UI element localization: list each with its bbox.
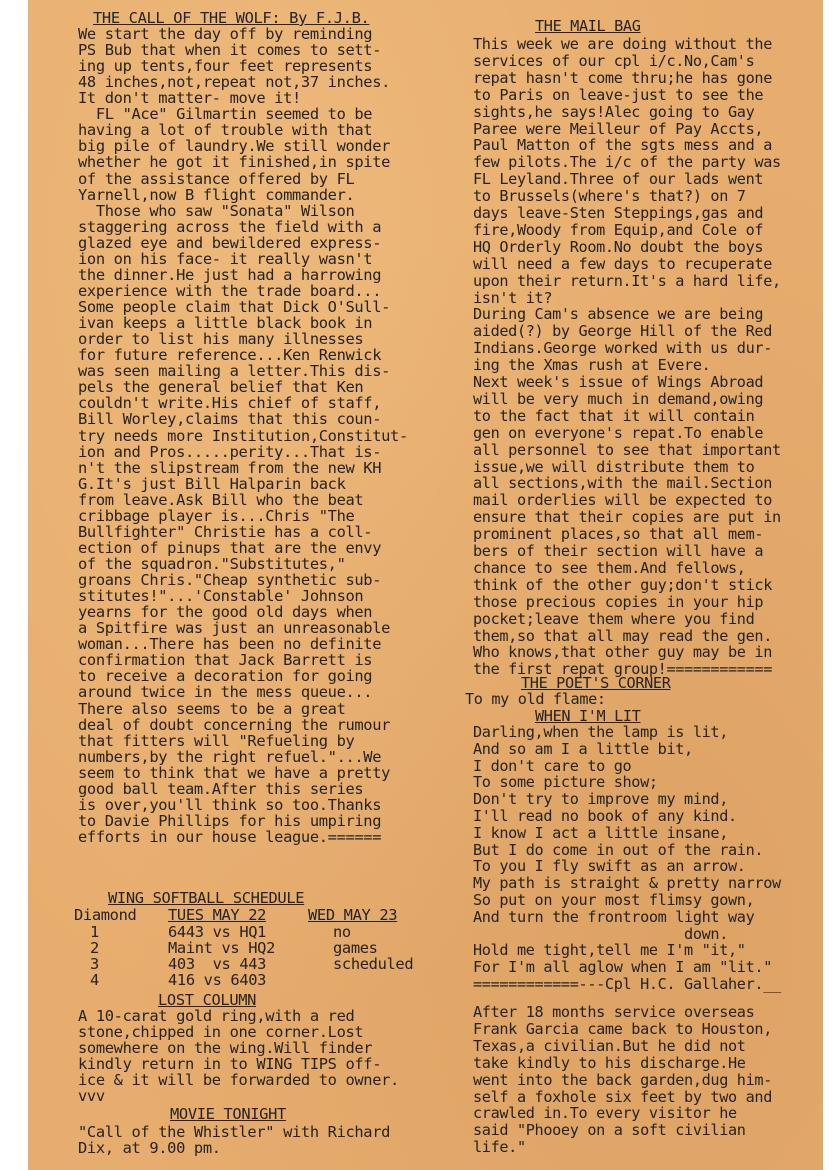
- poem-line: down.: [473, 924, 729, 943]
- softball-col-tue: TUES MAY 22: [168, 906, 267, 924]
- wolf-text-line: woman...There has been no definite: [78, 635, 382, 654]
- poem-line: To some picture show;: [473, 773, 658, 792]
- mail-text-line: will need a few days to recuperate: [473, 254, 772, 273]
- mail-text-line: Paree were Meilleur of Pay Accts,: [473, 119, 764, 138]
- mail-text-line: sights,he says!Alec going to Gay: [473, 102, 755, 121]
- mail-text-line: all personnel to see that important: [473, 440, 781, 459]
- lost-text-line: stone,chipped in one corner.Lost: [78, 1023, 364, 1041]
- wolf-text-line: the dinner.He just had a harrowing: [78, 265, 382, 284]
- softball-diamond: 1: [90, 923, 99, 941]
- wolf-text-line: yearns for the good old days when: [78, 603, 373, 622]
- poem-line: My path is straight & pretty narrow: [473, 874, 781, 893]
- wolf-text-line: experience with the trade board...: [78, 281, 382, 300]
- poem-line: But I do come in out of the rain.: [473, 840, 764, 859]
- softball-wed-note: no: [333, 923, 351, 941]
- garcia-text-line: take kindly to his discharge.He: [473, 1053, 746, 1072]
- poem-line: For I'm all aglow when I am "lit.": [473, 958, 772, 977]
- wolf-text-line: try needs more Institution,Constitut-: [78, 426, 408, 445]
- wolf-text-line: for future reference...Ken Renwick: [78, 346, 382, 365]
- mail-text-line: few pilots.The i/c of the party was: [473, 153, 781, 172]
- wolf-text-line: 48 inches,not,repeat not,37 inches.: [78, 73, 391, 92]
- garcia-text-line: life.": [473, 1138, 526, 1157]
- movie-text-line: "Call of the Whistler" with Richard: [78, 1123, 391, 1141]
- mail-bag-title: THE MAIL BAG: [535, 17, 641, 35]
- wolf-text-line: ection of pinups that are the envy: [78, 538, 382, 557]
- wolf-text-line: is over,you'll think so too.Thanks: [78, 795, 382, 814]
- wolf-text-line: ion on his face- it really wasn't: [78, 249, 373, 268]
- wolf-text-line: order to list his many illnesses: [78, 330, 364, 349]
- poem-line: And turn the frontroom light way: [473, 907, 755, 926]
- mail-text-line: mail orderlies will be expected to: [473, 491, 772, 510]
- wolf-text-line: staggering across the field with a: [78, 217, 382, 236]
- mail-text-line: pocket;leave them where you find: [473, 609, 755, 628]
- mail-text-line: prominent places,so that all mem-: [473, 525, 764, 544]
- mail-text-line: gen on everyone's repat.To enable: [473, 423, 764, 442]
- wolf-text-line: that fitters will "Refueling by: [78, 731, 355, 750]
- wolf-text-line: seem to think that we have a pretty: [78, 763, 391, 782]
- wolf-text-line: from leave.Ask Bill who the beat: [78, 490, 364, 509]
- mail-text-line: During Cam's absence we are being: [473, 305, 764, 324]
- newsletter-page: [28, 0, 823, 1170]
- poem-line: And so am I a little bit,: [473, 739, 693, 758]
- poem-title: WHEN I'M LIT: [535, 707, 641, 725]
- mail-text-line: isn't it?: [473, 288, 553, 307]
- wolf-text-line: stitutes!"...'Constable' Johnson: [78, 587, 364, 606]
- wolf-text-line: a Spitfire was just an unreasonable: [78, 619, 391, 638]
- softball-diamond: 2: [90, 939, 99, 957]
- wolf-text-line: numbers,by the right refuel."...We: [78, 747, 382, 766]
- wolf-text-line: FL "Ace" Gilmartin seemed to be: [78, 105, 373, 124]
- wolf-text-line: glazed eye and bewildered express-: [78, 233, 382, 252]
- garcia-text-line: crawled in.To every visitor he: [473, 1104, 737, 1123]
- movie-text-line: Dix, at 9.00 pm.: [78, 1139, 221, 1157]
- wolf-text-line: Yarnell,now B flight commander.: [78, 185, 355, 204]
- wolf-text-line: PS Bub that when it comes to sett-: [78, 41, 382, 60]
- garcia-text-line: said "Phooey on a soft civilian: [473, 1121, 746, 1140]
- mail-text-line: HQ Orderly Room.No doubt the boys: [473, 237, 764, 256]
- wolf-text-line: having a lot of trouble with that: [78, 121, 373, 140]
- softball-tue-game: 416 vs 6403: [168, 971, 267, 989]
- garcia-text-line: After 18 months service overseas: [473, 1003, 755, 1021]
- softball-tue-game: 6443 vs HQ1: [168, 923, 267, 941]
- wolf-text-line: confirmation that Jack Barrett is: [78, 651, 373, 670]
- softball-tue-game: Maint vs HQ2: [168, 939, 275, 957]
- wolf-text-line: n't the slipstream from the new KH: [78, 458, 382, 477]
- wolf-text-line: of the squadron."Substitutes,": [78, 554, 346, 573]
- wolf-text-line: Some people claim that Dick O'Sull-: [78, 298, 391, 317]
- wolf-text-line: whether he got it finished,in spite: [78, 153, 391, 172]
- wolf-text-line: pels the general belief that Ken: [78, 378, 364, 397]
- wolf-text-line: ing up tents,four feet represents: [78, 57, 373, 76]
- mail-text-line: all sections,with the mail.Section: [473, 474, 772, 493]
- softball-wed-note: games: [333, 939, 378, 957]
- mail-text-line: Who knows,that other guy may be in: [473, 643, 772, 662]
- mail-text-line: think of the other guy;don't stick: [473, 575, 772, 594]
- mail-text-line: fire,Woody from Equip,and Cole of: [473, 220, 764, 239]
- mail-text-line: repat hasn't come thru;he has gone: [473, 68, 772, 87]
- wolf-text-line: deal of doubt concerning the rumour: [78, 715, 391, 734]
- lost-text-line: somewhere on the wing.Will finder: [78, 1039, 373, 1057]
- lost-text-line: A 10-carat gold ring,with a red: [78, 1007, 355, 1025]
- softball-tue-game: 403 vs 443: [168, 955, 267, 973]
- wolf-text-line: to receive a decoration for going: [78, 667, 373, 686]
- softball-wed-note: scheduled: [333, 955, 414, 973]
- movie-tonight-title: MOVIE TONIGHT: [170, 1105, 286, 1123]
- lost-text-line: kindly return in to WING TIPS off-: [78, 1055, 382, 1073]
- mail-text-line: bers of their section will have a: [473, 542, 764, 560]
- mail-text-line: the first repat group!============: [473, 660, 772, 679]
- softball-col-diamond: Diamond: [74, 906, 137, 924]
- wolf-text-line: around twice in the mess queue...: [78, 683, 373, 702]
- wolf-text-line: cribbage player is...Chris "The: [78, 506, 355, 525]
- wolf-text-line: Those who saw "Sonata" Wilson: [78, 201, 355, 220]
- wolf-text-line: ion and Pros.....perity...That is-: [78, 442, 382, 461]
- wolf-text-line: good ball team.After this series: [78, 779, 364, 798]
- mail-text-line: services of our cpl i/c.No,Cam's: [473, 51, 755, 70]
- wolf-text-line: G.It's just Bill Halparin back: [78, 474, 346, 493]
- mail-text-line: days leave-Sten Steppings,gas and: [473, 204, 764, 222]
- mail-text-line: aided(?) by George Hill of the Red: [473, 322, 772, 341]
- wolf-text-line: groans Chris."Cheap synthetic sub-: [78, 571, 382, 590]
- wolf-text-line: was seen mailing a letter.This dis-: [78, 362, 391, 381]
- lost-column-title: LOST COLUMN: [158, 991, 257, 1009]
- mail-text-line: Paul Matton of the sgts mess and a: [473, 136, 772, 155]
- garcia-text-line: went into the back garden,dug him-: [473, 1070, 772, 1089]
- mail-text-line: issue,we will distribute them to: [473, 457, 755, 476]
- wolf-text-line: Bill Worley,claims that this coun-: [78, 410, 382, 429]
- lost-text-line: vvv: [78, 1087, 105, 1105]
- wolf-text-line: big pile of laundry.We still wonder: [78, 137, 391, 156]
- lost-text-line: ice & it will be forwarded to owner.: [78, 1071, 399, 1089]
- mail-text-line: upon their return.It's a hard life,: [473, 271, 781, 290]
- poem-line: ============---Cpl H.C. Gallaher.__: [473, 975, 781, 993]
- mail-text-line: FL Leyland.Three of our lads went: [473, 170, 764, 189]
- poets-corner-title: THE POET'S CORNER: [521, 674, 671, 692]
- poem-line: I'll read no book of any kind.: [473, 807, 737, 825]
- softball-diamond: 4: [90, 971, 99, 989]
- mail-text-line: to Brussels(where's that?) on 7: [473, 187, 746, 206]
- softball-diamond: 3: [90, 955, 99, 973]
- garcia-text-line: Texas,a civilian.But he did not: [473, 1036, 746, 1055]
- wolf-text-line: of the assistance offered by FL: [78, 169, 355, 188]
- garcia-text-line: Frank Garcia came back to Houston,: [473, 1019, 772, 1038]
- wolf-text-line: We start the day off by reminding: [78, 25, 373, 43]
- poem-line: I know I act a little insane,: [473, 823, 729, 842]
- mail-text-line: Next week's issue of Wings Abroad: [473, 373, 764, 391]
- wolf-text-line: efforts in our house league.======: [78, 828, 382, 846]
- poem-dedication: To my old flame:: [465, 690, 606, 708]
- poem-line: Don't try to improve my mind,: [473, 790, 729, 809]
- wolf-text-line: It don't matter- move it!: [78, 89, 301, 108]
- mail-text-line: ing the Xmas rush at Evere.: [473, 356, 711, 375]
- mail-text-line: ensure that their copies are put in: [473, 508, 781, 527]
- wolf-text-line: ivan keeps a little black book in: [78, 314, 373, 333]
- mail-text-line: chance to see them.And fellows,: [473, 558, 746, 577]
- mail-text-line: Indians.George worked with us dur-: [473, 339, 772, 358]
- softball-col-wed: WED MAY 23: [308, 906, 398, 924]
- wolf-text-line: to Davie Phillips for his umpiring: [78, 811, 382, 830]
- wolf-text-line: There also seems to be a great: [78, 699, 346, 718]
- poem-line: So put on your most flimsy gown,: [473, 891, 755, 909]
- mail-text-line: This week we are doing without the: [473, 35, 772, 53]
- wolf-column-title: THE CALL OF THE WOLF: By F.J.B.: [93, 9, 370, 27]
- poem-line: To you I fly swift as an arrow.: [473, 857, 746, 876]
- mail-text-line: them,so that all may read the gen.: [473, 626, 772, 645]
- poem-line: Hold me tight,tell me I'm "it,": [473, 941, 746, 960]
- poem-line: Darling,when the lamp is lit,: [473, 723, 729, 741]
- garcia-text-line: self a foxhole six feet by two and: [473, 1087, 772, 1106]
- mail-text-line: to the fact that it will contain: [473, 406, 755, 425]
- mail-text-line: those precious copies in your hip: [473, 592, 764, 611]
- mail-text-line: will be very much in demand,owing: [473, 389, 764, 408]
- poem-line: I don't care to go: [473, 756, 632, 775]
- wolf-text-line: Bullfighter" Christie has a coll-: [78, 522, 373, 541]
- wolf-text-line: couldn't write.His chief of staff,: [78, 394, 382, 413]
- softball-schedule-title: WING SOFTBALL SCHEDULE: [108, 889, 305, 907]
- mail-text-line: to Paris on leave-just to see the: [473, 85, 764, 104]
